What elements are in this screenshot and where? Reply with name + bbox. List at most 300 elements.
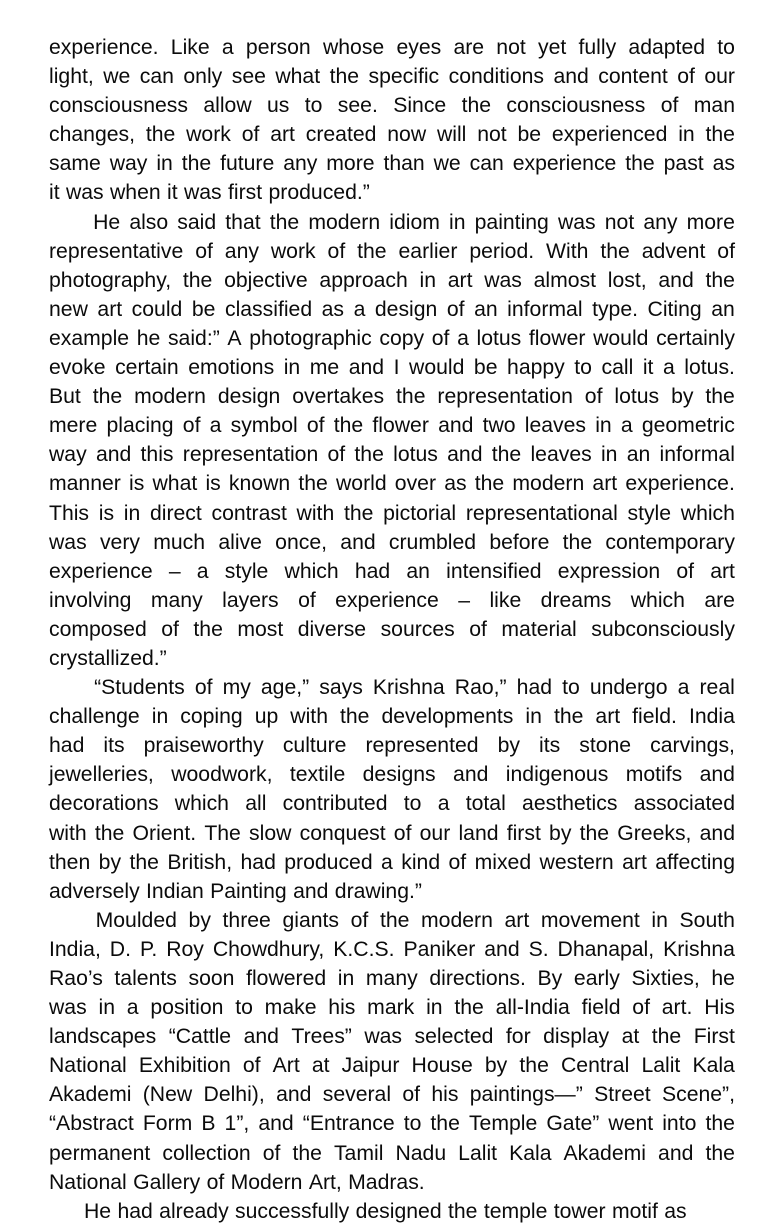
word: art [447,268,473,292]
word: the [447,1199,478,1223]
word: the [705,123,735,147]
word: Orient. [132,821,197,845]
word: informal [507,297,583,321]
word: the [129,850,159,874]
word: to [403,792,422,816]
word: the [357,239,387,263]
word: it [167,181,178,205]
word: of [350,908,369,932]
word: to [717,36,735,59]
paragraph-indent [49,673,84,702]
text-line [49,33,735,62]
word: of [431,326,450,350]
word: was [364,1025,403,1049]
word: now [387,123,427,147]
word: in [337,967,355,990]
word: directions. [429,967,526,990]
word: in [426,996,443,1020]
text-line [49,237,735,266]
word: also [129,210,169,234]
word: designed [355,1199,442,1223]
word: art [504,908,530,932]
text-line [49,964,735,993]
word: see [231,65,266,89]
word: our [704,65,735,89]
word: and [293,879,329,903]
word: of [182,414,201,438]
word: and [438,414,474,438]
word: my [222,676,251,700]
text-line [49,673,735,702]
word: and [348,356,385,380]
word: indigenous [505,763,609,787]
word: type. [592,297,638,321]
word: period. [469,239,535,263]
word: National [49,1170,127,1194]
word: representation [182,443,319,467]
word: – [458,588,471,612]
word: field [581,996,621,1020]
word: most [237,617,284,641]
word: tower [553,1199,606,1223]
word: the [343,501,374,525]
word: once, [275,530,328,554]
word: us [267,94,290,118]
word: Temple [468,1112,538,1136]
word: our [419,821,451,845]
text-line [49,324,735,353]
text-line [49,528,735,557]
word: flowered [246,967,327,990]
word: art [270,123,295,147]
word: of [206,1170,225,1194]
word: produced [284,850,373,874]
word: a [677,676,690,700]
word: of [402,1083,421,1107]
word: more [686,210,735,234]
word: This [49,501,90,525]
word: mere [49,414,98,438]
word: by [98,850,122,874]
word: the [340,705,370,729]
word: But [49,385,81,409]
word: he [711,967,735,990]
word: Citing [647,297,702,321]
word: advent [641,239,706,263]
word: the [705,268,735,292]
word: way [49,443,87,467]
word: representational [465,501,618,525]
word: adversely [49,879,140,903]
word: the [600,239,630,263]
word: what [275,65,321,89]
word: objective [224,268,308,292]
word: evoke [49,356,106,380]
word: Art, [308,1170,342,1194]
word: symbol [230,414,298,438]
word: associated [633,792,735,816]
paragraph [49,33,735,208]
word: can [469,152,504,176]
word: in [419,268,437,292]
word: lotus [476,326,522,350]
word: is [98,501,115,525]
word: was [557,210,596,234]
word: western [539,850,614,874]
word: photographic [249,326,372,350]
word: lotus [614,385,660,409]
word: in [98,996,115,1020]
word: jewelleries, [49,763,154,787]
word: not [604,210,635,234]
word: with [296,501,335,525]
word: diverse [297,617,367,641]
word: a [209,414,222,438]
word: talents [114,967,177,990]
word: lost, [607,268,647,292]
word: of [584,385,603,409]
word: into [662,1112,697,1136]
word: experience. [625,472,735,496]
word: any [224,239,259,263]
word: Gallery [133,1170,201,1194]
word: of [195,239,213,263]
word: Indian [146,879,204,903]
word: says [319,676,363,700]
word: flower [528,326,586,350]
word: slow [249,821,292,845]
word: the [333,414,364,438]
word: the [396,385,426,409]
word: to [403,1112,422,1136]
word: at [311,1054,330,1078]
word: the [292,1141,322,1165]
word: motifs [625,763,683,787]
word: He [84,1199,112,1223]
word: carvings, [650,734,735,758]
word: and [484,937,520,961]
text-line [49,208,735,237]
word: several [322,1083,392,1107]
text-line [49,906,735,935]
word: Chowdhury, [212,937,325,961]
word: its [539,734,561,758]
word: allow [203,94,252,118]
word: had [240,850,276,874]
word: in [595,414,612,438]
word: certain [115,356,179,380]
word: experience [335,588,439,612]
word: a [457,326,469,350]
word: conquest [299,821,386,845]
word: adapted [628,36,706,59]
word: was [49,530,87,554]
word: to [562,676,580,700]
word: flower [372,414,429,438]
word: of [446,297,465,321]
word: Kala [509,1141,552,1165]
paragraph-indent [49,1197,84,1226]
word: style [627,501,672,525]
word: its [103,734,125,758]
paragraph [49,673,735,906]
paragraph-indent [49,906,84,935]
word: the [430,1112,460,1136]
text-line [49,411,735,440]
text-line [49,469,735,498]
word: He [93,210,121,234]
word: field. [632,705,677,729]
word: and [658,1141,694,1165]
word: modern [134,385,206,409]
word: India, [49,937,101,961]
word: Akademi [49,1083,132,1107]
word: the [519,1054,549,1078]
word: said [177,210,217,234]
word: art [97,297,123,321]
word: B [201,1112,216,1136]
word: experience [512,152,617,176]
word: produced.” [268,181,370,205]
word: His [704,996,735,1020]
word: S. [528,937,549,961]
word: dreams [540,588,612,612]
word: had [516,676,553,700]
word: content [598,65,668,89]
word: the [705,1112,735,1136]
word: direct [149,501,202,525]
word: art [710,559,735,583]
word: Like [170,36,210,59]
word: represented [365,734,479,758]
word: conditions [448,65,544,89]
word: the [705,1141,735,1165]
word: Rao,” [454,676,507,700]
word: soon [188,967,235,990]
word: geometric [641,414,735,438]
text-line [49,702,735,731]
word: what [152,472,198,496]
word: we [103,65,131,89]
text-line [49,557,735,586]
word: Lalit [458,1141,498,1165]
word: By [537,967,563,990]
word: same [49,152,101,176]
word: all-India [495,996,570,1020]
text-line [49,266,735,295]
word: of [298,588,316,612]
word: person [245,36,311,59]
word: developments [381,705,514,729]
word: he [136,326,161,350]
word: paintings—” [469,1083,583,1107]
word: the [329,65,360,89]
word: whose [322,36,385,59]
word: and [553,65,589,89]
word: of [393,821,412,845]
word: an [406,559,430,583]
word: almost [533,268,597,292]
word: art [595,705,621,729]
word: over [394,472,437,496]
word: to [304,94,323,118]
word: “Entrance [302,1112,395,1136]
word: new [49,297,88,321]
word: giants [282,908,340,932]
word: yet [538,36,567,59]
word: than [383,152,425,176]
word: are [704,588,735,612]
word: the [562,530,593,554]
word: any [283,152,318,176]
word: the [145,123,176,147]
word: total [465,792,506,816]
text-line [49,1168,735,1197]
word: to [235,996,253,1020]
word: landscapes [49,1025,157,1049]
word: in [449,210,466,234]
word: the [182,268,213,292]
word: like [489,588,522,612]
word: display [543,1025,610,1049]
word: a [437,792,450,816]
word: India [688,705,735,729]
word: layers [222,588,279,612]
word: real [699,676,735,700]
word: work [270,239,316,263]
word: land [458,821,499,845]
word: fully [578,36,617,59]
word: photography, [49,268,172,292]
word: of [262,1141,281,1165]
text-line [49,178,735,207]
word: and [258,1112,294,1136]
word: and [243,1025,279,1049]
word: idiom [389,210,440,234]
word: was [484,268,522,292]
word: With [546,239,589,263]
word: early [573,967,620,990]
word: Tamil [333,1141,384,1165]
word: crumbled [388,530,477,554]
word: in [151,705,169,729]
word: is [205,472,221,496]
text-line [49,120,735,149]
word: designs [362,763,436,787]
word: the [705,385,735,409]
paragraph-indent [49,208,84,237]
word: modern [308,210,381,234]
word: of [242,1054,261,1078]
word: age,” [260,676,310,700]
word: was [49,996,87,1020]
word: of [717,239,735,263]
word: Paniker [403,937,476,961]
text-line [49,993,735,1022]
word: the [461,94,492,118]
text-line [49,1051,735,1080]
word: permanent [49,1141,151,1165]
word: as [664,1199,687,1223]
word: the [651,1025,682,1049]
word: was [65,181,104,205]
word: of [632,996,650,1020]
word: Gate” [546,1112,600,1136]
word: a [126,996,139,1020]
paragraph [49,906,735,1197]
word: First [693,1025,735,1049]
word: lotus [393,443,438,467]
word: Krishna [663,937,735,961]
word: and [340,530,376,554]
text-line [49,789,735,818]
word: consciousness [506,94,646,118]
word: overtakes [292,385,385,409]
word: as [712,152,735,176]
word: Street [594,1083,651,1107]
word: House [411,1054,473,1078]
word: praiseworthy [143,734,264,758]
word: world [335,472,387,496]
word: design [374,297,438,321]
word: by [671,385,694,409]
word: that [225,210,261,234]
text-line [49,1139,735,1168]
text-line [49,1022,735,1051]
word: an [626,443,651,467]
word: had [49,734,85,758]
word: National [49,1054,127,1078]
word: D. [109,937,131,961]
word: is [129,472,145,496]
word: of [306,414,325,438]
word: and [95,443,132,467]
word: an [474,297,498,321]
word: Kala [692,1054,735,1078]
word: two [482,414,516,438]
text-line [49,848,735,877]
word: much [153,530,206,554]
text-line [49,1080,735,1109]
word: emotions [188,356,275,380]
word: British, [167,850,233,874]
word: mark [367,996,415,1020]
word: with [290,705,328,729]
text-line [49,760,735,789]
word: see. [337,94,378,118]
word: happy [507,356,565,380]
word: by [188,908,211,932]
word: by [484,1054,508,1078]
word: his [431,1083,459,1107]
word: crystallized.” [49,646,167,670]
word: Dhanapal, [557,937,655,961]
word: way [109,152,148,176]
word: material [501,617,577,641]
word: and [453,763,489,787]
word: mixed [474,850,532,874]
word: “Abstract [49,1112,134,1136]
word: Rao’s [49,967,103,990]
word: temple [483,1199,548,1223]
word: art [622,850,647,874]
text-line [49,91,735,120]
word: a [196,559,209,583]
word: contrast [211,501,287,525]
word: before [489,530,550,554]
word: first [228,181,263,205]
word: light, [49,65,94,89]
